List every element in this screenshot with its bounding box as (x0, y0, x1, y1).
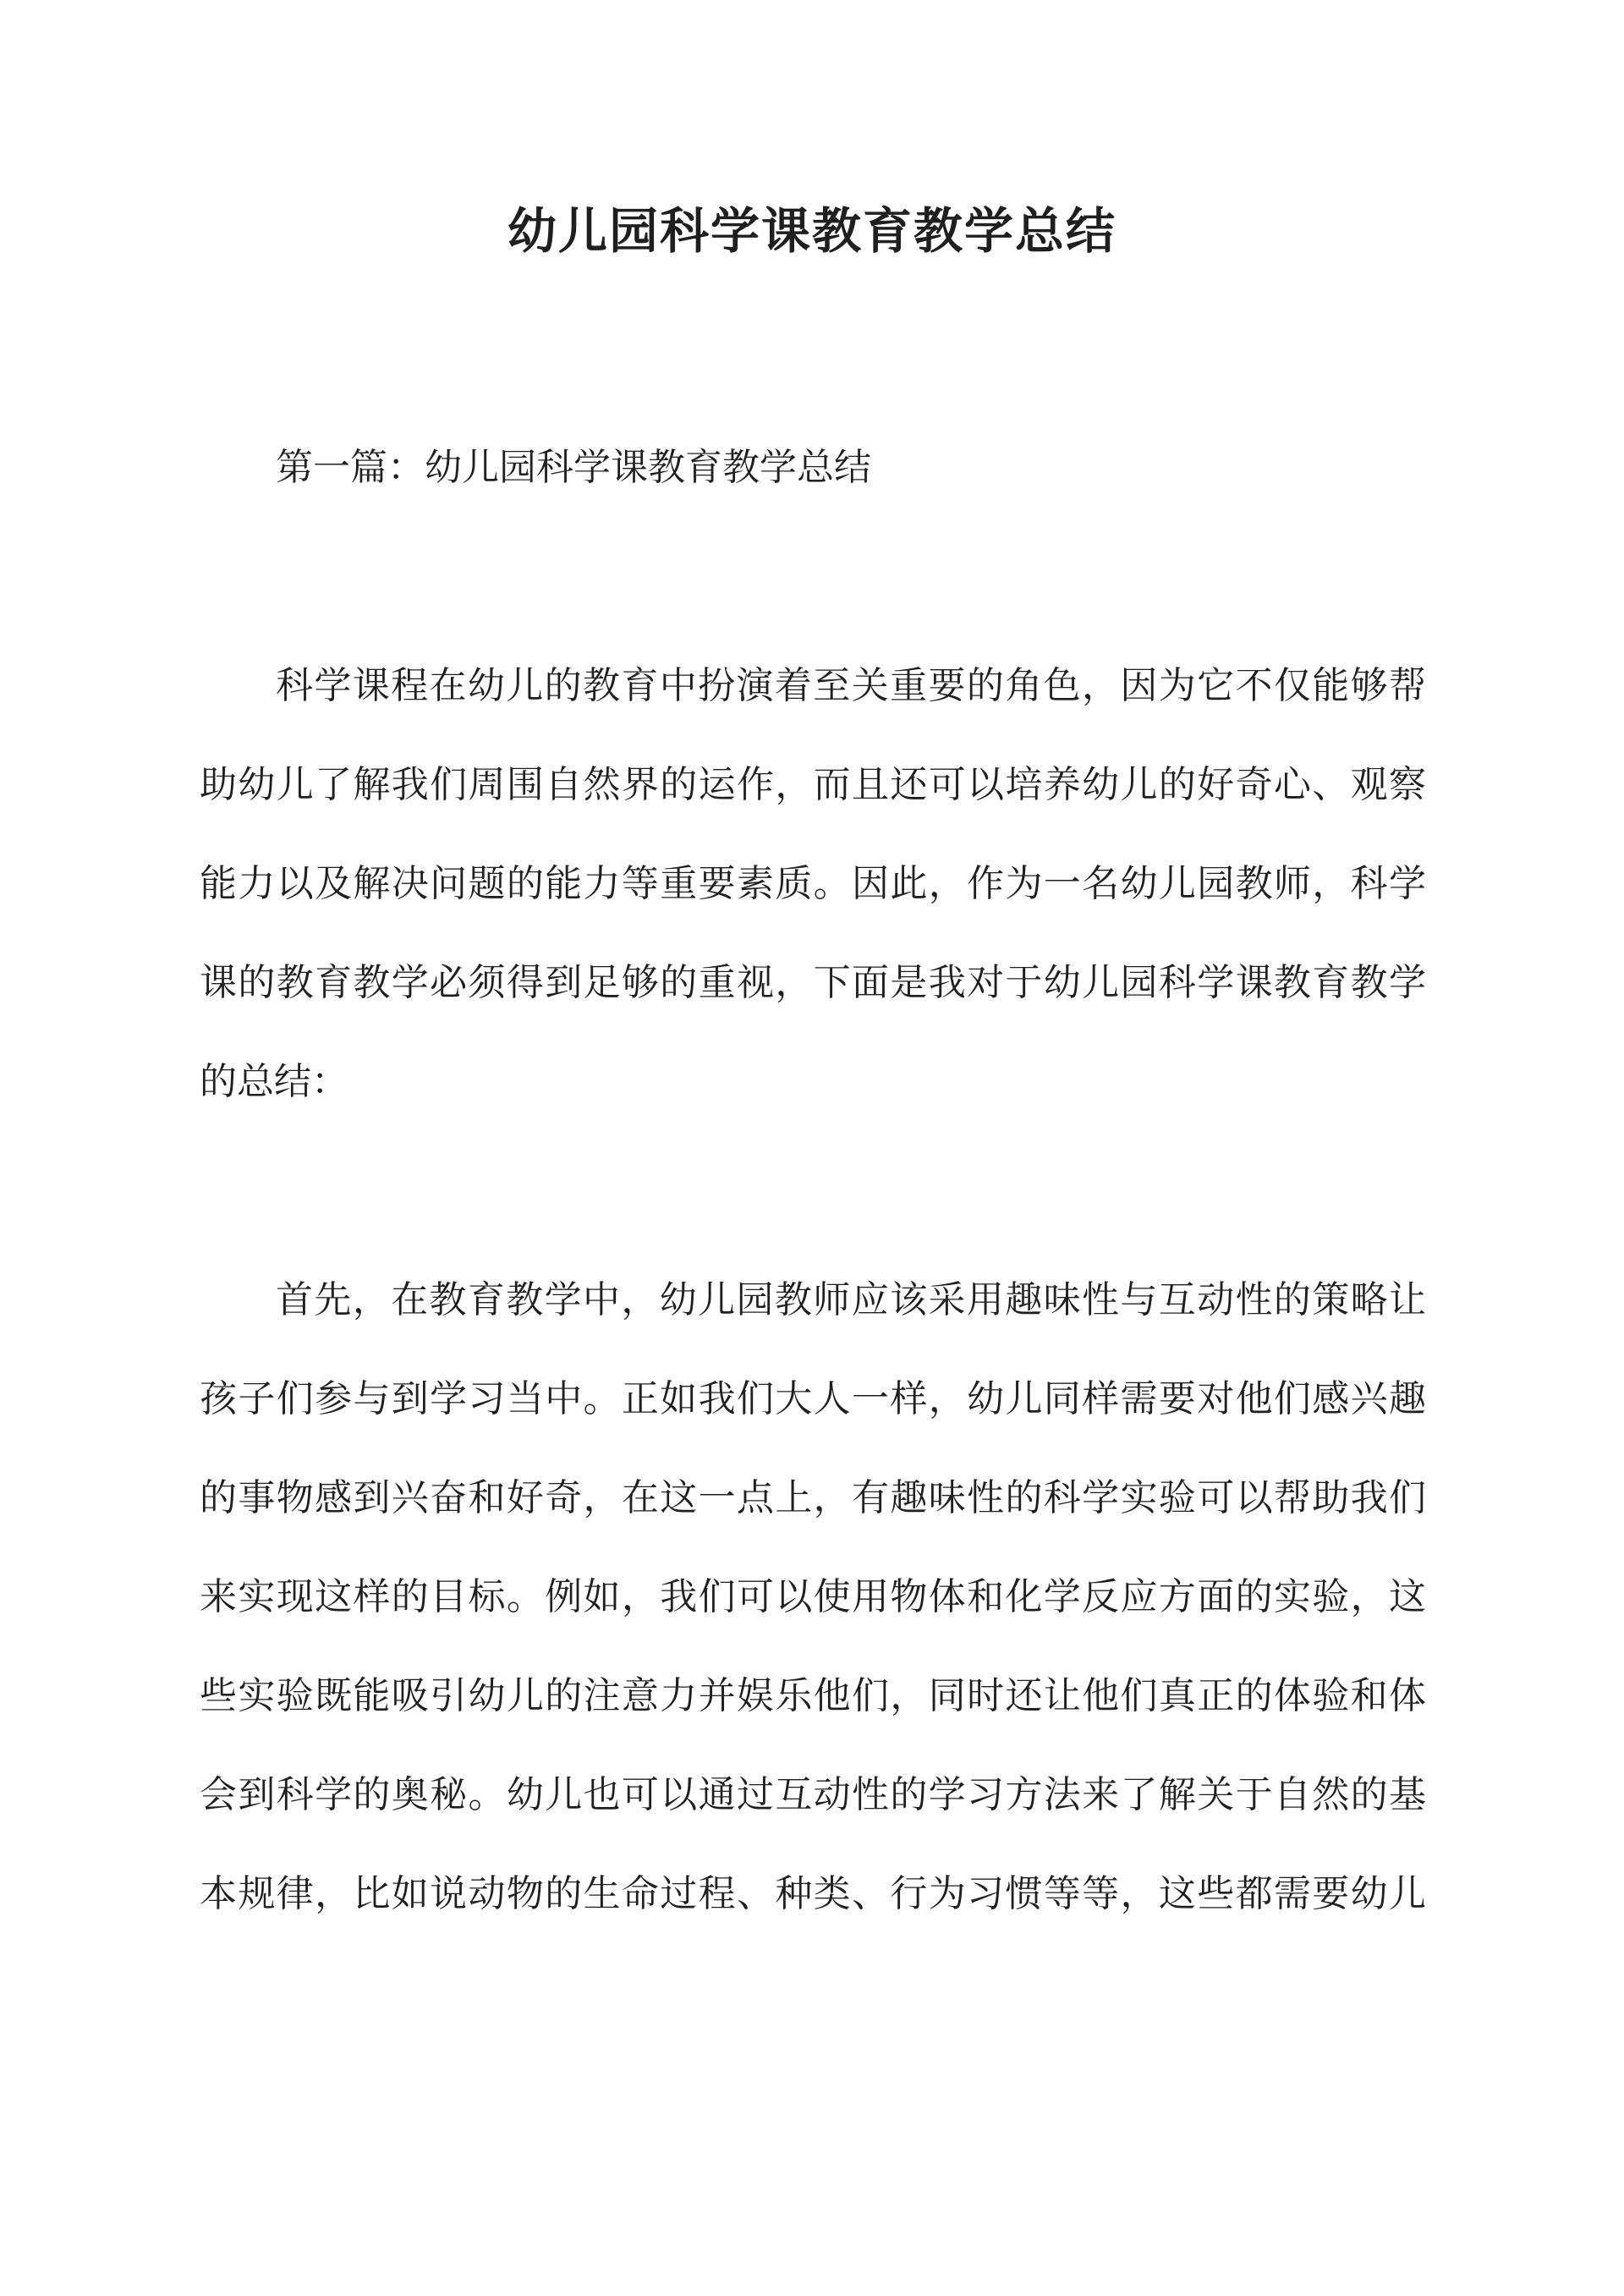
paragraph-line: 本规律，比如说动物的生命过程、种类、行为习惯等等，这些都需要幼儿 (200, 1872, 1426, 1915)
paragraph-line: 能力以及解决问题的能力等重要素质。因此，作为一名幼儿园教师，科学 (200, 862, 1426, 905)
paragraph-first-point (200, 1250, 1426, 1943)
section-heading: 第一篇：幼儿园科学课教育教学总结 (276, 446, 871, 489)
paragraph-line: 首先，在教育教学中，幼儿园教师应该采用趣味性与互动性的策略让 (276, 1278, 1426, 1321)
paragraph-line: 助幼儿了解我们周围自然界的运作，而且还可以培养幼儿的好奇心、观察 (200, 763, 1426, 806)
paragraph-line: 的事物感到兴奋和好奇，在这一点上，有趣味性的科学实验可以帮助我们 (200, 1476, 1426, 1519)
paragraph-line: 会到科学的奥秘。幼儿也可以通过互动性的学习方法来了解关于自然的基 (200, 1773, 1426, 1816)
paragraph-line: 孩子们参与到学习当中。正如我们大人一样，幼儿同样需要对他们感兴趣 (200, 1377, 1426, 1420)
document-title: 幼儿园科学课教育教学总结 (507, 202, 1116, 260)
paragraph-line: 来实现这样的目标。例如，我们可以使用物体和化学反应方面的实验，这 (200, 1575, 1426, 1618)
paragraph-line: 的总结： (200, 1060, 348, 1103)
paragraph-intro (200, 636, 1426, 1131)
paragraph-line: 些实验既能吸引幼儿的注意力并娱乐他们，同时还让他们真正的体验和体 (200, 1674, 1426, 1717)
paragraph-line: 课的教育教学必须得到足够的重视，下面是我对于幼儿园科学课教育教学 (200, 961, 1426, 1004)
paragraph-line: 科学课程在幼儿的教育中扮演着至关重要的角色，因为它不仅能够帮 (276, 664, 1426, 707)
